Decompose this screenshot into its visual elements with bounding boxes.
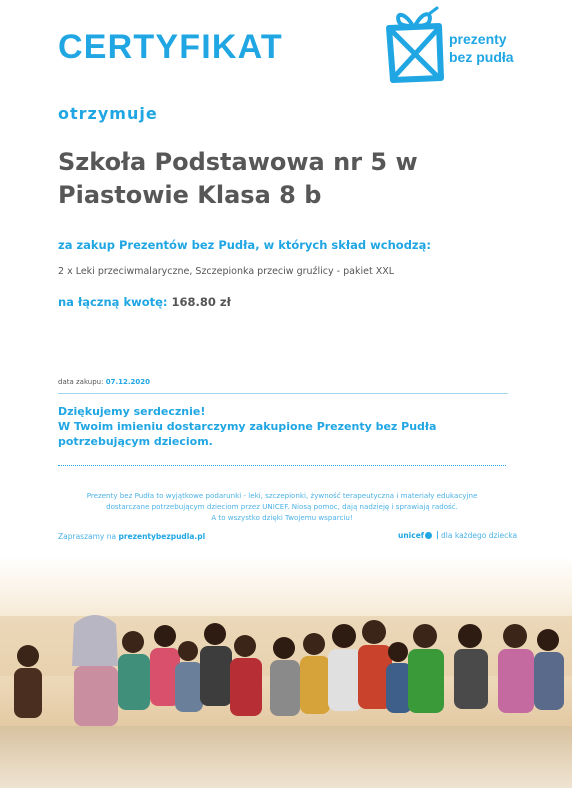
date-label: data zakupu: bbox=[58, 378, 104, 386]
purchase-total bbox=[58, 295, 231, 309]
thanks-line-1: Dziękujemy serdecznie! bbox=[58, 405, 206, 418]
certificate-title: CERTYFIKAT bbox=[58, 28, 283, 66]
purchase-items: 2 x Leki przeciwmalaryczne, Szczepionka przeciw gruźlicy - pakiet XXL bbox=[58, 266, 395, 277]
unicef-tagline: dla każdego dziecka bbox=[441, 531, 518, 540]
gift-box-icon bbox=[383, 6, 447, 84]
invite-text: Zapraszamy na bbox=[58, 532, 117, 541]
divider-line bbox=[58, 393, 508, 394]
info-line-3: A to wszystko dzięki Twojemu wsparciu! bbox=[211, 513, 353, 522]
info-line-1: Prezenty bez Pudła to wyjątkowe podarunki - leki, szczepionki, żywność terapeutyczna i materiały edukacyjne bbox=[86, 491, 478, 500]
logo-text: prezenty bez pudła bbox=[449, 31, 514, 65]
prezenty-bez-pudla-logo bbox=[383, 6, 519, 84]
unicef-wordmark: unicef bbox=[398, 531, 425, 540]
recipient-name: Szkoła Podstawowa nr 5 w Piastowie Klasa 8 b bbox=[58, 148, 418, 209]
thank-you-message bbox=[58, 404, 478, 449]
info-paragraph bbox=[58, 490, 506, 523]
globe-icon bbox=[425, 532, 432, 539]
recipient-label: otrzymuje bbox=[58, 104, 158, 123]
thanks-line-3: potrzebującym dzieciom. bbox=[58, 435, 213, 448]
total-value: 168.80 zł bbox=[171, 295, 231, 309]
thanks-line-2: W Twoim imieniu dostarczymy zakupione Prezenty bez Pudła bbox=[58, 420, 437, 433]
site-link[interactable]: prezentybezpudla.pl bbox=[118, 532, 206, 541]
unicef-branding bbox=[398, 531, 517, 540]
purchase-heading: za zakup Prezentów bez Pudła, w których skład wchodzą: bbox=[58, 238, 431, 252]
total-label: na łączną kwotę: bbox=[58, 295, 168, 309]
date-value: 07.12.2020 bbox=[105, 378, 151, 386]
separator bbox=[437, 531, 438, 539]
info-line-2: dostarczane potrzebującym dzieciom przez UNICEF. Niosą pomoc, dają nadzieję i sprawiają radość. bbox=[106, 502, 458, 511]
purchase-date bbox=[58, 378, 150, 386]
dotted-divider bbox=[58, 465, 506, 466]
footer-invite bbox=[58, 532, 205, 541]
group-of-children-photo bbox=[0, 556, 572, 788]
